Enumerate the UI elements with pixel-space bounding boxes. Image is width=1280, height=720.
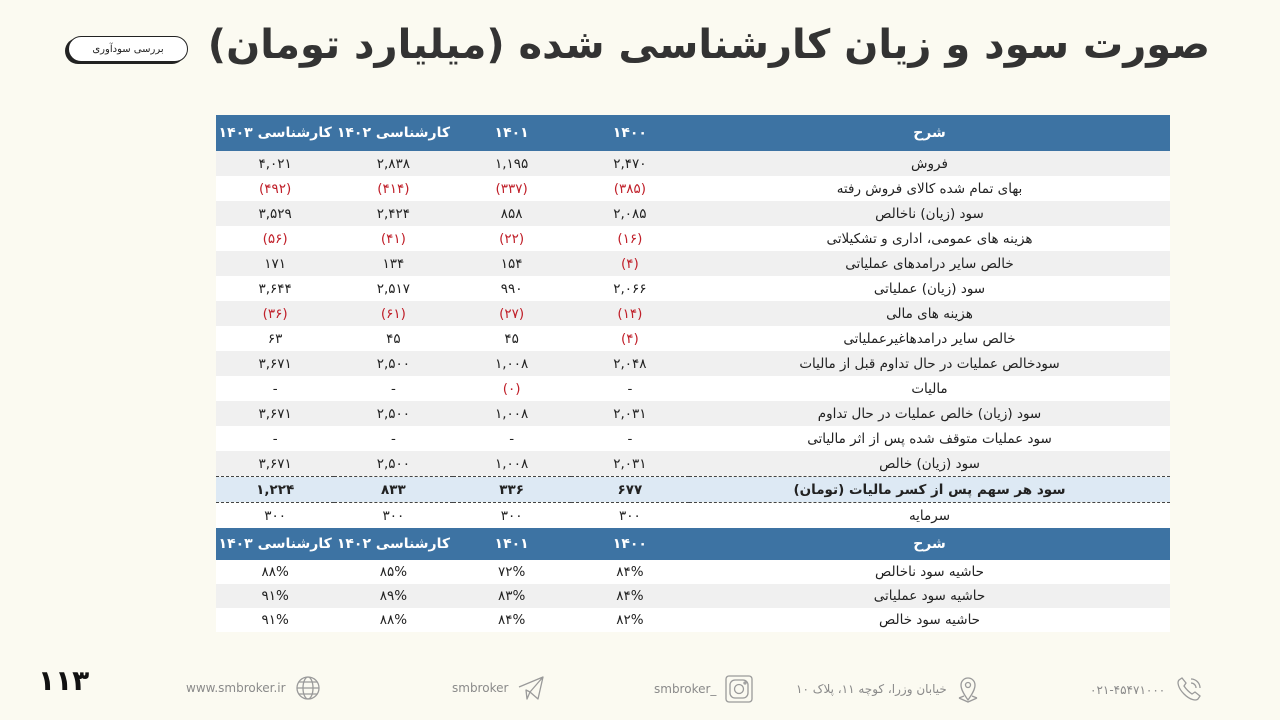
- header-year-1401: ۱۴۰۱: [453, 115, 571, 151]
- value-1401: ۳۳۶: [453, 477, 571, 503]
- value-1400: ۲,۴۷۰: [571, 151, 689, 176]
- value-1402: ۲,۴۲۴: [334, 201, 452, 226]
- value-1402: (۴۱): [334, 226, 452, 251]
- value-1403: (۴۹۲): [216, 176, 334, 201]
- header-year-1401: ۱۴۰۱: [453, 528, 571, 560]
- instagram-icon: [724, 674, 754, 704]
- value-1403: ۳,۶۷۱: [216, 401, 334, 426]
- table-row: [216, 351, 1170, 376]
- value-1401: ۱,۰۰۸: [453, 401, 571, 426]
- value-1402: (۶۱): [334, 301, 452, 326]
- table-row: [216, 201, 1170, 226]
- margin-row: [216, 584, 1170, 608]
- header-forecast-1402: کارشناسی ۱۴۰۲: [334, 115, 452, 151]
- margin-row: [216, 608, 1170, 632]
- table-header-row: [216, 115, 1170, 151]
- value-1402: ۲,۸۳۸: [334, 151, 452, 176]
- value-1401: (۳۳۷): [453, 176, 571, 201]
- table-row: [216, 451, 1170, 477]
- value-1401: ۱,۱۹۵: [453, 151, 571, 176]
- value-1402: ۳۰۰: [334, 503, 452, 529]
- row-label: خالص سایر درامدهای عملیاتی: [689, 251, 1170, 276]
- value-1400: ۲,۰۶۶: [571, 276, 689, 301]
- income-statement-table: [216, 115, 1170, 632]
- footer-instagram[interactable]: [654, 674, 754, 704]
- header-year-1400: ۱۴۰۰: [571, 115, 689, 151]
- table-row: [216, 376, 1170, 401]
- phone-text: ۰۲۱-۴۵۴۷۱۰۰۰: [1090, 683, 1166, 697]
- value-1402: (۴۱۴): [334, 176, 452, 201]
- margin-header-row: [216, 528, 1170, 560]
- header-description: شرح: [689, 115, 1170, 151]
- page-number: ۱۱۳: [38, 664, 90, 697]
- value-1401: ۷۲%: [453, 560, 571, 584]
- value-1402: ۴۵: [334, 326, 452, 351]
- header-description: شرح: [689, 528, 1170, 560]
- footer-address: [796, 674, 981, 704]
- row-label: خالص سایر درامدهاغیرعملیاتی: [689, 326, 1170, 351]
- value-1400: -: [571, 376, 689, 401]
- value-1403: ۹۱%: [216, 584, 334, 608]
- row-label: سود (زیان) ناخالص: [689, 201, 1170, 226]
- table-row: [216, 251, 1170, 276]
- capital-row: [216, 503, 1170, 529]
- value-1400: (۴): [571, 326, 689, 351]
- value-1402: ۸۵%: [334, 560, 452, 584]
- row-label: حاشیه سود عملیاتی: [689, 584, 1170, 608]
- row-label: سود هر سهم پس از کسر مالیات (تومان): [689, 477, 1170, 503]
- value-1403: ۴,۰۲۱: [216, 151, 334, 176]
- phone-icon: [1173, 674, 1207, 706]
- value-1402: ۲,۵۱۷: [334, 276, 452, 301]
- table-row: [216, 426, 1170, 451]
- row-label: حاشیه سود ناخالص: [689, 560, 1170, 584]
- value-1400: ۲,۰۸۵: [571, 201, 689, 226]
- value-1400: ۲,۰۳۱: [571, 401, 689, 426]
- footer-phone[interactable]: [1090, 674, 1207, 706]
- value-1403: ۳,۶۷۱: [216, 451, 334, 477]
- value-1400: (۳۸۵): [571, 176, 689, 201]
- table-row: [216, 151, 1170, 176]
- table-row: [216, 326, 1170, 351]
- row-label: سود (زیان) عملیاتی: [689, 276, 1170, 301]
- value-1400: (۱۴): [571, 301, 689, 326]
- value-1402: ۲,۵۰۰: [334, 451, 452, 477]
- eps-row: [216, 477, 1170, 503]
- value-1401: ۸۵۸: [453, 201, 571, 226]
- value-1402: ۲,۵۰۰: [334, 351, 452, 376]
- value-1401: ۱۵۴: [453, 251, 571, 276]
- value-1402: ۲,۵۰۰: [334, 401, 452, 426]
- value-1402: -: [334, 426, 452, 451]
- header-forecast-1403: کارشناسی ۱۴۰۳: [216, 528, 334, 560]
- table-row: [216, 176, 1170, 201]
- value-1400: ۸۴%: [571, 560, 689, 584]
- row-label: سودخالص عملیات در حال تداوم قبل از مالیات: [689, 351, 1170, 376]
- website-text: www.smbroker.ir: [186, 681, 286, 695]
- row-label: سود عملیات متوقف شده پس از اثر مالیاتی: [689, 426, 1170, 451]
- value-1402: ۱۳۴: [334, 251, 452, 276]
- telegram-icon: [516, 674, 546, 702]
- value-1403: (۵۶): [216, 226, 334, 251]
- value-1403: -: [216, 426, 334, 451]
- header-forecast-1403: کارشناسی ۱۴۰۳: [216, 115, 334, 151]
- value-1403: ۱,۲۲۴: [216, 477, 334, 503]
- row-label: سود (زیان) خالص عملیات در حال تداوم: [689, 401, 1170, 426]
- value-1400: ۸۲%: [571, 608, 689, 632]
- globe-icon: [294, 674, 322, 702]
- telegram-text: smbroker: [452, 681, 509, 695]
- footer-website[interactable]: [186, 674, 322, 702]
- value-1402: ۸۳۳: [334, 477, 452, 503]
- value-1401: ۸۳%: [453, 584, 571, 608]
- value-1401: (۰): [453, 376, 571, 401]
- row-label: هزینه های عمومی، اداری و تشکیلاتی: [689, 226, 1170, 251]
- row-label: حاشیه سود خالص: [689, 608, 1170, 632]
- value-1400: ۲,۰۴۸: [571, 351, 689, 376]
- value-1403: -: [216, 376, 334, 401]
- section-badge: بررسی سودآوری: [68, 36, 188, 62]
- value-1401: ۹۹۰: [453, 276, 571, 301]
- value-1400: -: [571, 426, 689, 451]
- value-1401: ۱,۰۰۸: [453, 351, 571, 376]
- value-1403: ۳,۶۷۱: [216, 351, 334, 376]
- value-1400: ۲,۰۳۱: [571, 451, 689, 477]
- value-1401: ۱,۰۰۸: [453, 451, 571, 477]
- table-row: [216, 401, 1170, 426]
- value-1402: ۸۸%: [334, 608, 452, 632]
- value-1400: ۸۴%: [571, 584, 689, 608]
- footer-telegram[interactable]: [452, 674, 546, 702]
- row-label: سود (زیان) خالص: [689, 451, 1170, 477]
- value-1400: (۴): [571, 251, 689, 276]
- slide-title: صورت سود و زیان کارشناسی شده (میلیارد تومان): [207, 22, 1210, 68]
- header-year-1400: ۱۴۰۰: [571, 528, 689, 560]
- value-1400: (۱۶): [571, 226, 689, 251]
- value-1402: ۸۹%: [334, 584, 452, 608]
- row-label: مالیات: [689, 376, 1170, 401]
- table-row: [216, 301, 1170, 326]
- value-1401: -: [453, 426, 571, 451]
- value-1401: ۸۴%: [453, 608, 571, 632]
- table-row: [216, 276, 1170, 301]
- value-1401: (۲۷): [453, 301, 571, 326]
- location-pin-icon: [955, 674, 981, 704]
- header-forecast-1402: کارشناسی ۱۴۰۲: [334, 528, 452, 560]
- value-1403: ۱۷۱: [216, 251, 334, 276]
- instagram-text: smbroker_: [654, 682, 717, 696]
- row-label: هزینه های مالی: [689, 301, 1170, 326]
- value-1403: (۳۶): [216, 301, 334, 326]
- row-label: سرمایه: [689, 503, 1170, 529]
- value-1403: ۳,۶۴۴: [216, 276, 334, 301]
- value-1403: ۶۳: [216, 326, 334, 351]
- value-1401: ۴۵: [453, 326, 571, 351]
- value-1402: -: [334, 376, 452, 401]
- value-1403: ۸۸%: [216, 560, 334, 584]
- row-label: فروش: [689, 151, 1170, 176]
- value-1401: (۲۲): [453, 226, 571, 251]
- value-1403: ۳۰۰: [216, 503, 334, 529]
- margin-row: [216, 560, 1170, 584]
- value-1401: ۳۰۰: [453, 503, 571, 529]
- value-1400: ۶۷۷: [571, 477, 689, 503]
- value-1400: ۳۰۰: [571, 503, 689, 529]
- table-row: [216, 226, 1170, 251]
- address-text: خیابان وزرا، کوچه ۱۱، پلاک ۱۰: [796, 682, 947, 696]
- row-label: بهای تمام شده کالای فروش رفته: [689, 176, 1170, 201]
- value-1403: ۳,۵۲۹: [216, 201, 334, 226]
- value-1403: ۹۱%: [216, 608, 334, 632]
